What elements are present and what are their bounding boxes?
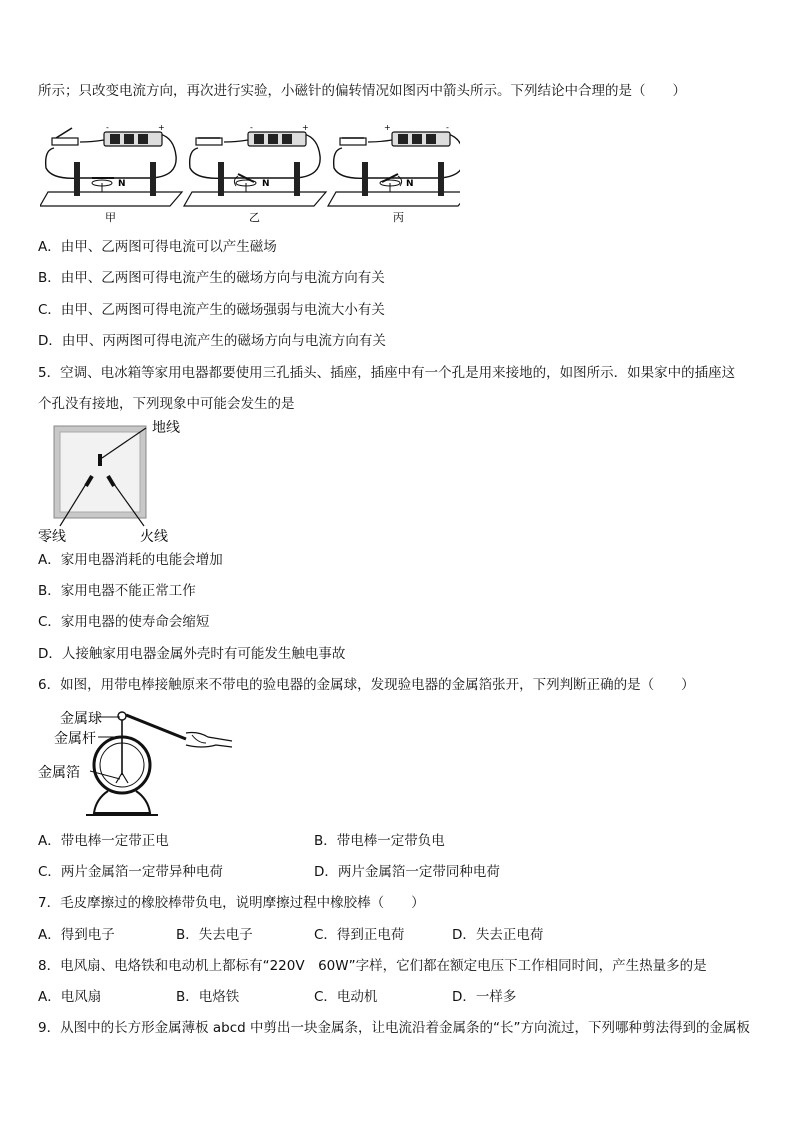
q7-stem: 7．毛皮摩擦过的橡胶棒带负电，说明摩擦过程中橡胶棒（ ）: [38, 895, 425, 911]
q6-option-d: D．两片金属箔一定带同种电荷: [314, 864, 500, 880]
q6-stem: 6．如图，用带电棒接触原来不带电的验电器的金属球，发现验电器的金属箔张开，下列判断正确的是（ ）: [38, 677, 695, 693]
fig-label-yi: 乙: [249, 211, 260, 224]
q7-option-c: C．得到正电荷: [314, 927, 405, 943]
svg-text:-: -: [250, 123, 253, 132]
svg-text:+: +: [302, 123, 309, 132]
q4-option-c: C．由甲、乙两图可得电流产生的磁场强弱与电流大小有关: [38, 302, 385, 318]
q6-option-c: C．两片金属箔一定带异种电荷: [38, 864, 223, 880]
q8-option-c: C．电动机: [314, 989, 378, 1005]
svg-text:-: -: [106, 123, 109, 132]
q5-option-b: B．家用电器不能正常工作: [38, 583, 196, 599]
needle-n-label-1: N: [118, 179, 126, 189]
fig-label-bing: 丙: [393, 211, 404, 224]
q6-electroscope-figure: [36, 703, 236, 821]
socket-ground-hole: [98, 454, 102, 466]
q5-option-a: A．家用电器消耗的电能会增加: [38, 552, 223, 568]
q8-stem: 8．电风扇、电烙铁和电动机上都标有“220V 60W”字样，它们都在额定电压下工作相同时间，产生热量多的是: [38, 958, 707, 974]
circuit-yi: [184, 123, 326, 206]
label-ground-wire: 地线: [152, 420, 180, 436]
q6-option-a: A．带电棒一定带正电: [38, 833, 169, 849]
q5-stem-line2: 个孔没有接地，下列现象中可能会发生的是: [38, 396, 295, 412]
label-neutral-wire: 零线: [38, 529, 66, 545]
q7-option-d: D．失去正电荷: [452, 927, 544, 943]
needle-n-label-3: N: [406, 179, 414, 189]
svg-text:+: +: [384, 123, 391, 132]
needle-n-label-2: N: [262, 179, 270, 189]
q4-option-a: A．由甲、乙两图可得电流可以产生磁场: [38, 239, 277, 255]
q5-option-d: D．人接触家用电器金属外壳时有可能发生触电事故: [38, 646, 346, 662]
q4-stem-tail: 所示；只改变电流方向，再次进行实验，小磁针的偏转情况如图丙中箭头所示。下列结论中合理的是（ ）: [38, 83, 686, 99]
label-live-wire: 火线: [140, 529, 168, 545]
q8-option-b: B．电烙铁: [176, 989, 240, 1005]
q4-option-b: B．由甲、乙两图可得电流产生的磁场方向与电流方向有关: [38, 270, 385, 286]
q7-option-b: B．失去电子: [176, 927, 253, 943]
q6-option-b: B．带电棒一定带负电: [314, 833, 445, 849]
circuit-jia: [40, 123, 182, 206]
q5-option-c: C．家用电器的使寿命会缩短: [38, 614, 210, 630]
q5-stem-line1: 5．空调、电冰箱等家用电器都要使用三孔插头、插座，插座中有一个孔是用来接地的，如图所示．如果家中的插座这: [38, 365, 736, 381]
label-metal-ball: 金属球: [60, 711, 102, 727]
svg-text:-: -: [446, 123, 449, 132]
label-metal-foil: 金属箔: [38, 765, 80, 781]
fig-label-jia: 甲: [105, 211, 116, 224]
svg-text:+: +: [158, 123, 165, 132]
q8-option-a: A．电风扇: [38, 989, 102, 1005]
q7-option-a: A．得到电子: [38, 927, 115, 943]
label-metal-rod: 金属杆: [54, 731, 96, 747]
circuit-bing: [328, 123, 460, 206]
q8-option-d: D．一样多: [452, 989, 517, 1005]
q4-circuit-figures: [40, 120, 460, 225]
q4-option-d: D．由甲、丙两图可得电流产生的磁场方向与电流方向有关: [38, 333, 386, 349]
q9-stem: 9．从图中的长方形金属薄板 abcd 中剪出一块金属条，让电流沿着金属条的“长”方向流过，下列哪种剪法得到的金属板: [38, 1020, 750, 1036]
q5-socket-figure: [36, 418, 206, 546]
